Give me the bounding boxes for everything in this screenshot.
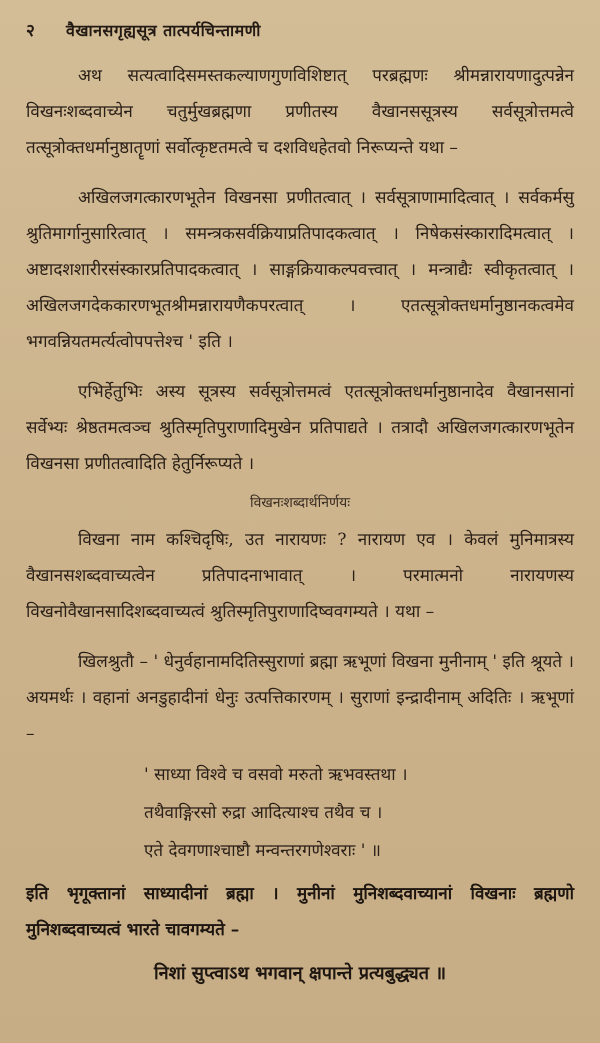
verse-line: एते देवगणाश्चाष्टौ मन्वन्तरगणेश्वराः ' ॥ [144, 841, 381, 861]
page-header [26, 18, 574, 46]
paragraph-bhrigu: इति भृगूक्तानां साध्यादीनां ब्रह्मा । मुनीनां मुनिशब्दवाच्यानां विखनाः ब्रह्मणो मुनिशब्दवाच्यत्वं भारते चावगम्यते – [26, 884, 574, 940]
paragraph-gap [26, 166, 574, 180]
verse-line: ' साध्या विश्वे च वसवो मरुतो ऋभवस्तथा । [144, 765, 408, 785]
verse-line: तथैवाङ्गिरसो रुद्रा आदित्याश्च तथैव च । [144, 803, 383, 823]
paragraph-reasons: अखिलजगत्कारणभूतेन विखनसा प्रणीतत्वात् । सर्वसूत्राणामादित्वात् । सर्वकर्मसु श्रुतिमार्गानुसारित्वात् । समन्त्रकसर्वक्रियाप्रतिपादकत्वात् । निषेकसंस्कारादिमत्वात् । अष्टादशशारीरसंस्कारप्रतिपादकत्वात् । साङ्गक्रियाकल्पवत्त्वात् । मन्त्राद्यैः स्वीकृतत्वात् । अखिलजगदेककारणभूतश्रीमन्नारायणैकपरत्वात् । एतत्सूत्रोक्तधर्मानुष्ठानकत्वमेव भगवन्नियतमर्त्यत्वोपपत्तेश्च ' इति । [26, 188, 574, 352]
paragraph-gap [26, 630, 574, 644]
section-heading: विखनःशब्दार्थनिर्णयः [249, 495, 351, 511]
paragraph-intro: अथ सत्यत्वादिसमस्तकल्याणगुणविशिष्टात् परब्रह्मणः श्रीमन्नारायणादुत्पन्नेन विखनःशब्दवाच्येन चतुर्मुखब्रह्मणा प्रणीतस्य वैखानससूत्रस्य सर्वसूत्रोत्तमत्वे तत्सूत्रोक्तधर्मानुष्ठातॄणां सर्वोत्कृष्टतमत्वे च दशविधहेतवो निरूप्यन्ते यथा – [26, 66, 574, 158]
paragraph-khilashruti: खिलश्रुतौ – ' धेनुर्वहानामदितिस्सुराणां ब्रह्मा ऋभूणां विखना मुनीनाम् ' इति श्रूयते । अयमर्थः । वहानां अनडुहादीनां धेनुः उत्पत्तिकारणम् । सुराणां इन्द्रादीनाम् अदितिः । ऋभूणां – [26, 652, 574, 744]
page-body [26, 58, 574, 994]
closing-verse: निशां सुप्त्वाऽथ भगवान् क्षपान्ते प्रत्यबुद्ध्यत ॥ [153, 963, 447, 984]
paragraph-gap [26, 360, 574, 374]
verse-block [26, 756, 574, 870]
running-title: वैखानसगृह्यसूत्र तात्पर्यचिन्तामणी [66, 21, 261, 40]
paragraph-summary: एभिर्हेतुभिः अस्य सूत्रस्य सर्वसूत्रोत्तमत्वं एतत्सूत्रोक्तधर्मानुष्ठानादेव वैखानसानां सर्वेभ्यः श्रेष्ठतमत्वञ्च श्रुतिस्मृतिपुराणादिमुखेन प्रतिपाद्यते । तत्रादौ अखिलजगत्कारणभूतेन विखनसा प्रणीतत्वादिति हेतुर्निरूप्यते । [26, 382, 574, 474]
page-number: २ [26, 21, 35, 41]
paragraph-vikhana: विखना नाम कश्चिदृषिः, उत नारायणः ? नारायण एव । केवलं मुनिमात्रस्य वैखानसशब्दवाच्यत्वेन प्रतिपादनाभावात् । परमात्मनो नारायणस्य विखनोवैखानसादिशब्दवाच्यत्वं श्रुतिस्मृतिपुराणादिष्ववगम्यते । यथा – [26, 530, 574, 622]
